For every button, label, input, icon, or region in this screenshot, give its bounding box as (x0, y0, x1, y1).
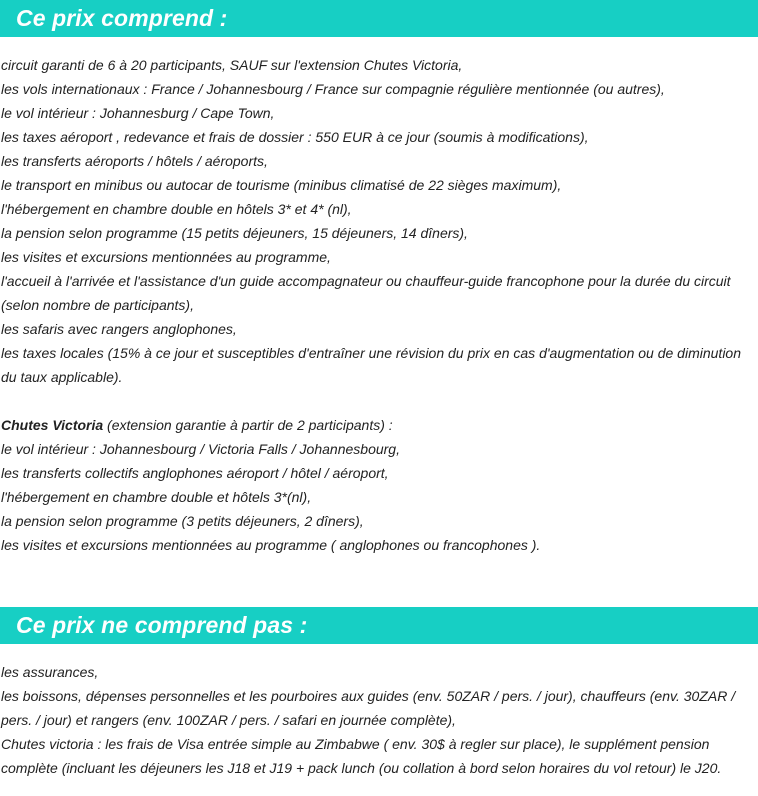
victoria-line: les visites et excursions mentionnées au programme ( anglophones ou francophones ). (1, 537, 541, 553)
paragraph-gap (1, 389, 751, 413)
includes-line: le transport en minibus ou autocar de tourisme (minibus climatisé de 22 sièges maximum), (1, 177, 562, 193)
includes-line: les safaris avec rangers anglophones, (1, 321, 237, 337)
includes-line: les vols internationaux : France / Johannesbourg / France sur compagnie régulière mentionnée (ou autres), (1, 81, 665, 97)
victoria-line: l'hébergement en chambre double et hôtels 3*(nl), (1, 489, 312, 505)
victoria-heading-line (1, 413, 751, 437)
includes-line: circuit garanti de 6 à 20 participants, SAUF sur l'extension Chutes Victoria, (1, 57, 463, 73)
excludes-title: Ce prix ne comprend pas : (16, 612, 308, 638)
excludes-line: les boissons, dépenses personnelles et les pourboires aux guides (env. 50ZAR / pers. / jour), chauffeurs (env. 30ZAR / (1, 688, 736, 704)
victoria-heading-detail: (extension garantie à partir de 2 participants) : (103, 417, 393, 433)
includes-line: les transferts aéroports / hôtels / aéroports, (1, 153, 268, 169)
includes-banner (0, 0, 758, 37)
victoria-line: le vol intérieur : Johannesbourg / Victoria Falls / Johannesbourg, (1, 441, 400, 457)
includes-line: l'accueil à l'arrivée et l'assistance d'un guide accompagnateur ou chauffeur-guide francophone pour la durée du circuit (1, 273, 731, 289)
excludes-line: complète (incluant les déjeuners les J18 et J19 + pack lunch (ou collation à bord selon horaires du vol retour) le J20. (1, 760, 722, 776)
includes-list (1, 53, 751, 557)
includes-line: l'hébergement en chambre double en hôtels 3* et 4* (nl), (1, 201, 352, 217)
includes-line: les taxes aéroport , redevance et frais de dossier : 550 EUR à ce jour (soumis à modifications), (1, 129, 589, 145)
includes-line: du taux applicable). (1, 369, 123, 385)
excludes-line: Chutes victoria : les frais de Visa entrée simple au Zimbabwe ( env. 30$ à regler sur place), le supplément pension (1, 736, 710, 752)
includes-line: le vol intérieur : Johannesburg / Cape Town, (1, 105, 275, 121)
victoria-line: les transferts collectifs anglophones aéroport / hôtel / aéroport, (1, 465, 389, 481)
excludes-line: pers. / jour) et rangers (env. 100ZAR / pers. / safari en journée complète), (1, 712, 456, 728)
victoria-line: la pension selon programme (3 petits déjeuners, 2 dîners), (1, 513, 364, 529)
includes-line: les taxes locales (15% à ce jour et susceptibles d'entraîner une révision du prix en cas d'augmentation ou de diminution (1, 345, 741, 361)
includes-line: la pension selon programme (15 petits déjeuners, 15 déjeuners, 14 dîners), (1, 225, 468, 241)
includes-title: Ce prix comprend : (16, 5, 228, 31)
includes-line: les visites et excursions mentionnées au programme, (1, 249, 331, 265)
excludes-list (1, 660, 751, 780)
excludes-line: les assurances, (1, 664, 99, 680)
includes-line: (selon nombre de participants), (1, 297, 194, 313)
excludes-banner (0, 607, 758, 644)
victoria-heading: Chutes Victoria (1, 417, 104, 433)
